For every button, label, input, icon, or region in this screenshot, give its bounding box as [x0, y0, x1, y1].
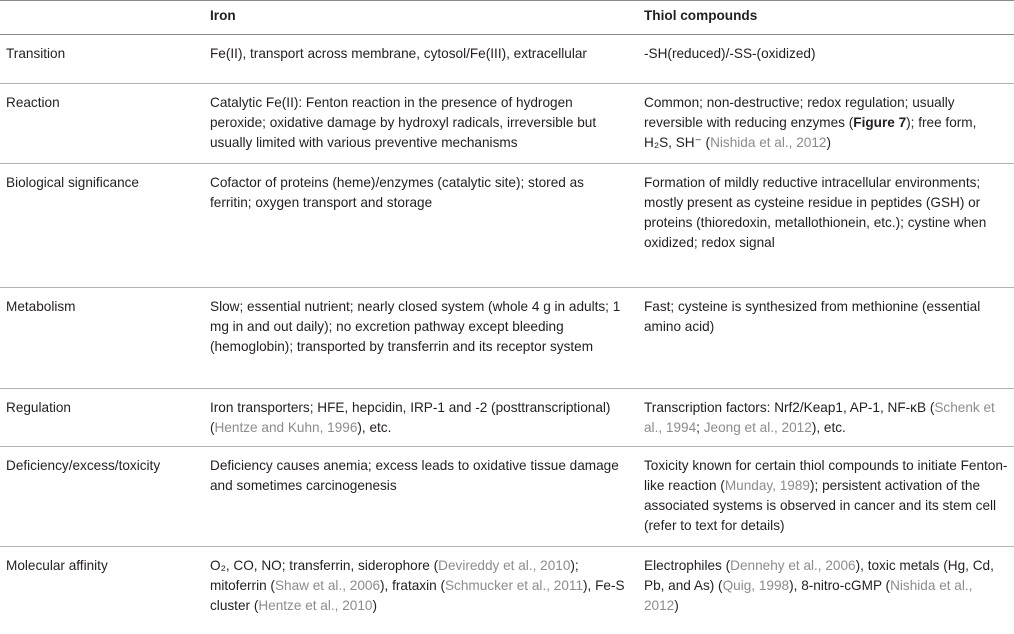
cell-text: Catalytic Fe(II): Fenton reaction in the presence of hydrogen peroxide; oxidative damage by hydroxyl radicals, irreversible but usually limited with various preventive mechanisms [210, 95, 597, 150]
cell-text: Electrophiles ( [644, 558, 731, 573]
cell-text: Toxicity known for certain thiol compounds to initiate Fenton-like reaction ( [644, 458, 1008, 493]
citation-link: Munday, 1989 [724, 478, 810, 493]
table-row [0, 447, 1014, 547]
citation-link: Hentze and Kuhn, 1996 [214, 420, 358, 435]
citation-link: Nishida et al., 2012 [644, 578, 973, 613]
cell-text: ), toxic metals (Hg, Cd, Pb, and As) ( [644, 558, 994, 593]
thiol-cell [632, 35, 1014, 84]
iron-cell [198, 84, 632, 164]
citation-link: Quig, 1998 [722, 578, 790, 593]
thiol-cell [632, 389, 1014, 447]
row-label: Transition [0, 35, 198, 84]
header-property [0, 1, 198, 35]
cell-text: Cofactor of proteins (heme)/enzymes (catalytic site); stored as ferritin; oxygen transport and storage [210, 175, 584, 210]
cell-text: ) [674, 598, 679, 613]
row-label: Molecular affinity [6, 558, 108, 573]
thiol-cell [632, 288, 1014, 389]
cell-text: Iron transporters; HFE, hepcidin, IRP-1 and -2 (posttranscriptional) ( [210, 400, 611, 435]
cell-text: ) [826, 135, 831, 150]
cell-text: Formation of mildly reductive intracellular environments; mostly present as cysteine residue in peptides (GSH) or proteins (thioredoxin, metallothionein, etc.); cystine when oxidized; redox signal [644, 175, 987, 250]
cell-text: ); persistent activation of the associated systems is observed in cancer and its stem cell (refer to text for details) [644, 478, 997, 533]
table-row [0, 164, 1014, 288]
row-label: Biological significance [0, 164, 198, 288]
cell-text: ), etc. [811, 420, 846, 435]
row-label: Reaction [0, 84, 198, 164]
table-body [0, 35, 1014, 617]
table-row [0, 389, 1014, 447]
cell-text: Deficiency causes anemia; excess leads to oxidative tissue damage and sometimes carcinogenesis [210, 458, 619, 493]
table-row [0, 84, 1014, 164]
cell-text: Transcription factors: Nrf2/Keap1, AP-1, NF-κB ( [644, 400, 935, 415]
cell-text: O₂, CO, NO; transferrin, siderophore ( [210, 558, 439, 573]
cell-text: ), Fe-S cluster ( [210, 578, 625, 613]
header-thiol: Thiol compounds [632, 1, 1014, 35]
figure-reference: Figure 7 [853, 115, 907, 130]
table-row [0, 35, 1014, 84]
thiol-cell [632, 84, 1014, 164]
citation-link: Devireddy et al., 2010 [438, 558, 571, 573]
table-row [0, 547, 1014, 617]
thiol-cell [632, 547, 1014, 617]
citation-link: Schmucker et al., 2011 [444, 578, 584, 593]
cell-text: Slow; essential nutrient; nearly closed system (whole 4 g in adults; 1 mg in and out daily); no excretion pathway except bleeding (hemoglobin); transported by transferrin and its receptor system [210, 299, 621, 354]
citation-link: Hentze et al., 2010 [258, 598, 373, 613]
iron-cell [198, 288, 632, 389]
cell-text: ; [696, 420, 704, 435]
citation-link: Schenk et al., 1994 [644, 400, 995, 435]
cell-text: ), etc. [357, 420, 392, 435]
row-label: Deficiency/excess/toxicity [0, 447, 198, 547]
cell-text: Fe(II), transport across membrane, cytosol/Fe(III), extracellular [210, 46, 587, 61]
cell-text: ), frataxin ( [380, 578, 445, 593]
citation-link: Shaw et al., 2006 [274, 578, 381, 593]
table-header-row [0, 1, 1014, 35]
row-label: Regulation [0, 389, 198, 447]
cell-text: ) [372, 598, 377, 613]
cell-text: Common; non-destructive; redox regulation; usually reversible with reducing enzymes ( [644, 95, 955, 130]
iron-cell [198, 389, 632, 447]
cell-text: -SH(reduced)/-SS-(oxidized) [644, 46, 816, 61]
thiol-cell [632, 447, 1014, 547]
thiol-cell [632, 164, 1014, 288]
cell-text: ); free form, H₂S, SH⁻ ( [644, 115, 977, 150]
header-iron: Iron [198, 1, 632, 35]
iron-cell [198, 35, 632, 84]
table-row [0, 288, 1014, 389]
iron-cell [198, 447, 632, 547]
iron-cell [198, 164, 632, 288]
citation-link: Nishida et al., 2012 [710, 135, 827, 150]
cell-text: Fast; cysteine is synthesized from methionine (essential amino acid) [644, 299, 981, 334]
citation-link: Dennehy et al., 2006 [730, 558, 856, 573]
row-label: Metabolism [0, 288, 198, 389]
cell-text: ); mitoferrin ( [210, 558, 579, 593]
citation-link: Jeong et al., 2012 [703, 420, 812, 435]
iron-cell [198, 547, 632, 617]
cell-text: ), 8-nitro-cGMP ( [789, 578, 891, 593]
